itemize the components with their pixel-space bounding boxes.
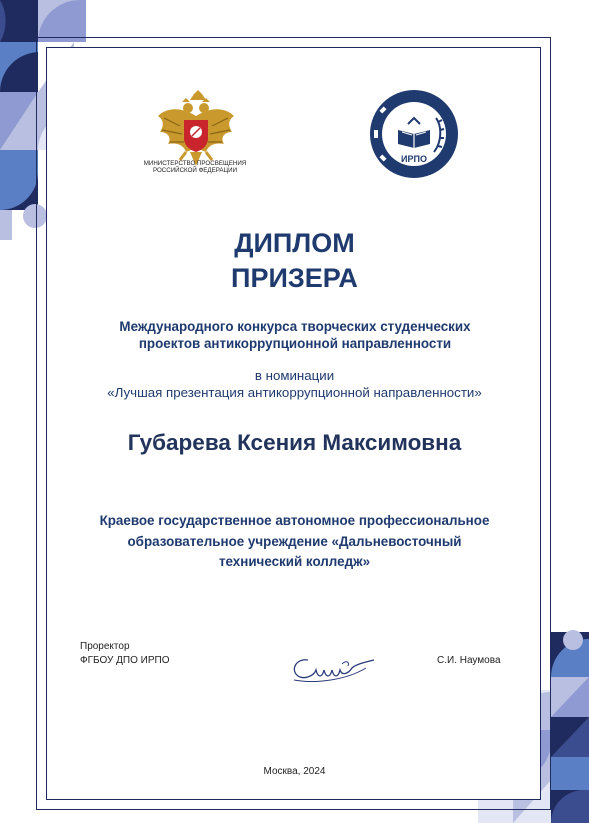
- contest-line-1: Международного конкурса творческих студенческих: [119, 319, 471, 334]
- signer-position-line-2: ФГБОУ ДПО ИРПО: [80, 655, 170, 666]
- diploma-subtitle: ПРИЗЕРА: [231, 263, 358, 293]
- nomination-intro: в номинации: [254, 368, 335, 383]
- irpo-abbr: ИРПО: [401, 154, 427, 164]
- ministry-name: [140, 160, 250, 175]
- handwritten-signature-icon: [286, 650, 378, 690]
- organization-line-2: образовательное учреждение «Дальневосточный: [127, 534, 462, 549]
- organization-line-1: Краевое государственное автономное профессиональное: [99, 513, 490, 528]
- contest-line-2: проектов антикоррупционной направленности: [138, 336, 452, 351]
- ministry-name-line2: РОССИЙСКОЙ ФЕДЕРАЦИИ: [152, 167, 238, 175]
- ministry-name-line1: МИНИСТЕРСТВО ПРОСВЕЩЕНИЯ: [143, 160, 247, 167]
- irpo-gear-book-logo-icon: [368, 88, 460, 180]
- nomination-name: «Лучшая презентация антикоррупционной направленности»: [107, 385, 482, 400]
- city-year: Москва, 2024: [263, 766, 326, 777]
- signer-name: С.И. Наумова: [437, 655, 501, 666]
- diploma-title: ДИПЛОМ: [234, 228, 355, 258]
- organization-line-3: технический колледж»: [218, 554, 371, 569]
- signer-position-line-1: Проректор: [80, 641, 130, 652]
- winner-name: Губарева Ксения Максимовна: [127, 430, 462, 455]
